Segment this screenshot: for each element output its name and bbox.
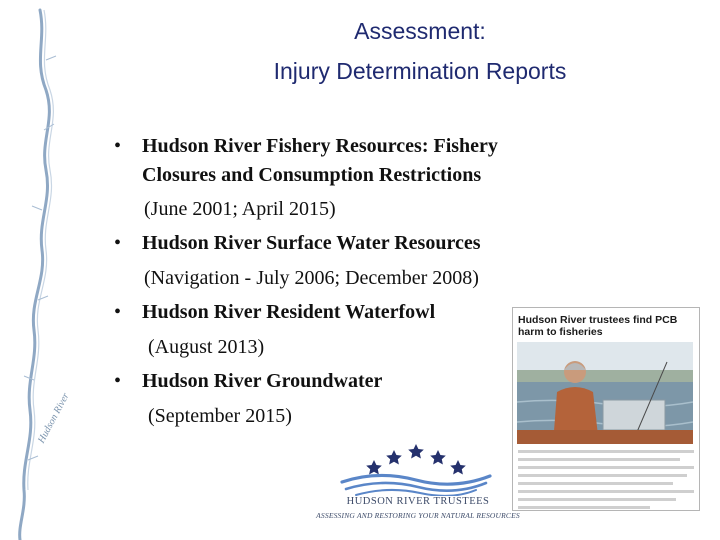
news-body-text — [518, 450, 694, 511]
news-headline: Hudson River trustees find PCB harm to fisheries — [518, 314, 678, 338]
bullet-4-line-2: (September 2015) — [148, 405, 292, 427]
bullet-1-line-1: Hudson River Fishery Resources: Fishery — [142, 135, 498, 157]
bullet-1-line-2: Closures and Consumption Restrictions — [142, 164, 482, 186]
bullet-2-line-2: (Navigation - July 2006; December 2008) — [144, 267, 479, 289]
logo-tagline: ASSESSING AND RESTORING YOUR NATURAL RESOURCES — [316, 511, 520, 520]
bullet-2-line-1: Hudson River Surface Water Resources — [142, 232, 481, 254]
bullet-4-line-1: Hudson River Groundwater — [142, 370, 383, 392]
bullet-marker: • — [114, 232, 122, 254]
river-map-caption: Hudson River — [36, 391, 72, 446]
news-clipping — [512, 307, 700, 511]
hudson-river-trustees-logo — [316, 438, 520, 522]
bullet-marker: • — [114, 135, 122, 157]
slide-title-line2: Injury Determination Reports — [273, 58, 567, 84]
bullet-marker: • — [114, 301, 122, 323]
slide-title-line1: Assessment: — [354, 18, 486, 44]
logo-stars-waves — [336, 438, 496, 496]
bullet-marker: • — [114, 370, 122, 392]
bullet-1-line-3: (June 2001; April 2015) — [144, 198, 336, 220]
bullet-3-line-2: (August 2013) — [148, 336, 265, 358]
logo-name: HUDSON RIVER TRUSTEES — [346, 496, 490, 507]
news-photo — [517, 342, 693, 444]
river-map-graphic — [0, 0, 100, 540]
bullet-3-line-1: Hudson River Resident Waterfowl — [142, 301, 436, 323]
fisherman-photo-graphic — [517, 342, 693, 444]
hudson-river-map — [0, 0, 100, 540]
